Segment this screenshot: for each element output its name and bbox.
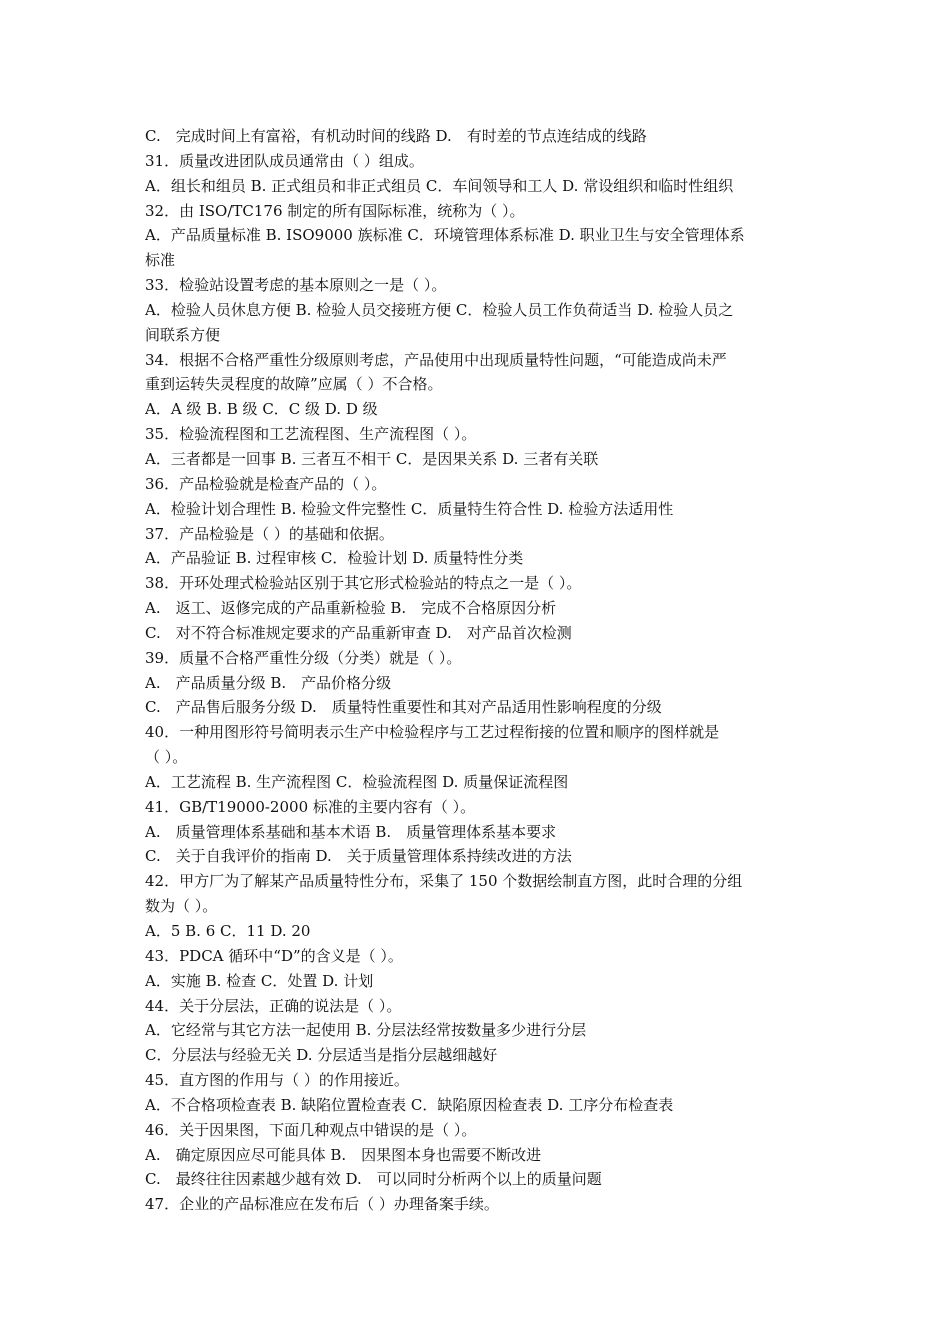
question-34-cont: 重到运转失灵程度的故障”应属（ ）不合格。: [145, 375, 443, 394]
options-44-cd: C．分层法与经验无关 D. 分层适当是指分层越细越好: [145, 1046, 498, 1065]
options-45: A．不合格项检查表 B. 缺陷位置检查表 C．缺陷原因检查表 D. 工序分布检查表: [145, 1095, 674, 1114]
options-38-ab: A. 返工、返修完成的产品重新检验 B. 完成不合格原因分析: [145, 599, 557, 618]
question-34: 34．根据不合格严重性分级原则考虑，产品使用中出现质量特性问题，“可能造成尚未严: [145, 350, 727, 369]
options-33: A．检验人员休息方便 B. 检验人员交接班方便 C．检验人员工作负荷适当 D. 检验人员之: [145, 300, 734, 319]
options-46-cd: C. 最终往往因素越少越有效 D. 可以同时分析两个以上的质量问题: [145, 1170, 602, 1189]
question-43: 43．PDCA 循环中“D”的含义是（ ）。: [145, 946, 403, 965]
question-40-cont: （ ）。: [145, 748, 188, 767]
question-39: 39．质量不合格严重性分级（分类）就是（ ）。: [145, 648, 462, 667]
question-46: 46．关于因果图，下面几种观点中错误的是（ ）。: [145, 1120, 477, 1139]
options-32-cont: 标准: [145, 251, 176, 270]
question-32: 32．由 ISO/TC176 制定的所有国际标准，统称为（ ）。: [145, 201, 525, 220]
options-33-cont: 间联系方便: [145, 325, 221, 344]
question-40: 40．一种用图形符号简明表示生产中检验程序与工艺过程衔接的位置和顺序的图样就是: [145, 723, 720, 742]
options-36: A．检验计划合理性 B. 检验文件完整性 C．质量特生符合性 D. 检验方法适用性: [145, 499, 674, 518]
options-41-ab: A. 质量管理体系基础和基本术语 B. 质量管理体系基本要求: [145, 822, 557, 841]
question-41: 41．GB/T19000-2000 标准的主要内容有（ ）。: [145, 797, 476, 816]
options-35: A．三者都是一回事 B. 三者互不相干 C．是因果关系 D. 三者有关联: [145, 449, 599, 468]
question-31: 31．质量改进团队成员通常由（ ）组成。: [145, 151, 424, 170]
options-41-cd: C. 关于自我评价的指南 D. 关于质量管理体系持续改进的方法: [145, 847, 572, 866]
options-42: A．5 B. 6 C．11 D. 20: [145, 922, 311, 940]
options-43: A．实施 B. 检查 C．处置 D. 计划: [145, 971, 374, 990]
options-34: A．A 级 B. B 级 C．C 级 D. D 级: [145, 400, 378, 419]
options-37: A．产品验证 B. 过程审核 C．检验计划 D. 质量特性分类: [145, 549, 524, 568]
options-38-cd: C. 对不符合标准规定要求的产品重新审查 D. 对产品首次检测: [145, 623, 572, 642]
options-39-ab: A. 产品质量分级 B. 产品价格分级: [145, 673, 392, 692]
question-35: 35．检验流程图和工艺流程图、生产流程图（ ）。: [145, 425, 477, 444]
question-33: 33．检验站设置考虑的基本原则之一是（ ）。: [145, 276, 447, 295]
question-44: 44．关于分层法，正确的说法是（ ）。: [145, 996, 402, 1015]
options-32: A．产品质量标准 B. ISO9000 族标准 C．环境管理体系标准 D. 职业卫生与安全管理体系: [145, 226, 745, 245]
question-42-cont: 数为（ ）。: [145, 897, 218, 916]
options-44-ab: A．它经常与其它方法一起使用 B. 分层法经常按数量多少进行分层: [145, 1021, 587, 1040]
options-46-ab: A. 确定原因应尽可能具体 B. 因果图本身也需要不断改进: [145, 1145, 542, 1164]
question-38: 38．开环处理式检验站区别于其它形式检验站的特点之一是（ ）。: [145, 574, 582, 593]
options-31: A．组长和组员 B. 正式组员和非正式组员 C．车间领导和工人 D. 常设组织和临时性组织: [145, 176, 734, 195]
question-36: 36．产品检验就是检查产品的（ ）。: [145, 474, 387, 493]
options-39-cd: C. 产品售后服务分级 D. 质量特性重要性和其对产品适用性影响程度的分级: [145, 698, 662, 717]
question-37: 37．产品检验是（ ）的基础和依据。: [145, 524, 394, 543]
text-line: C. 完成时间上有富裕，有机动时间的线路 D. 有时差的节点连结成的线路: [145, 127, 647, 145]
question-42: 42．甲方厂为了解某产品质量特性分布，采集了 150 个数据绘制直方图，此时合理的分组: [145, 872, 743, 891]
options-40: A．工艺流程 B. 生产流程图 C．检验流程图 D. 质量保证流程图: [145, 772, 569, 791]
question-45: 45．直方图的作用与（ ）的作用接近。: [145, 1071, 409, 1090]
document-page: [145, 124, 810, 1217]
question-47: 47．企业的产品标准应在发布后（ ）办理备案手续。: [145, 1195, 499, 1214]
